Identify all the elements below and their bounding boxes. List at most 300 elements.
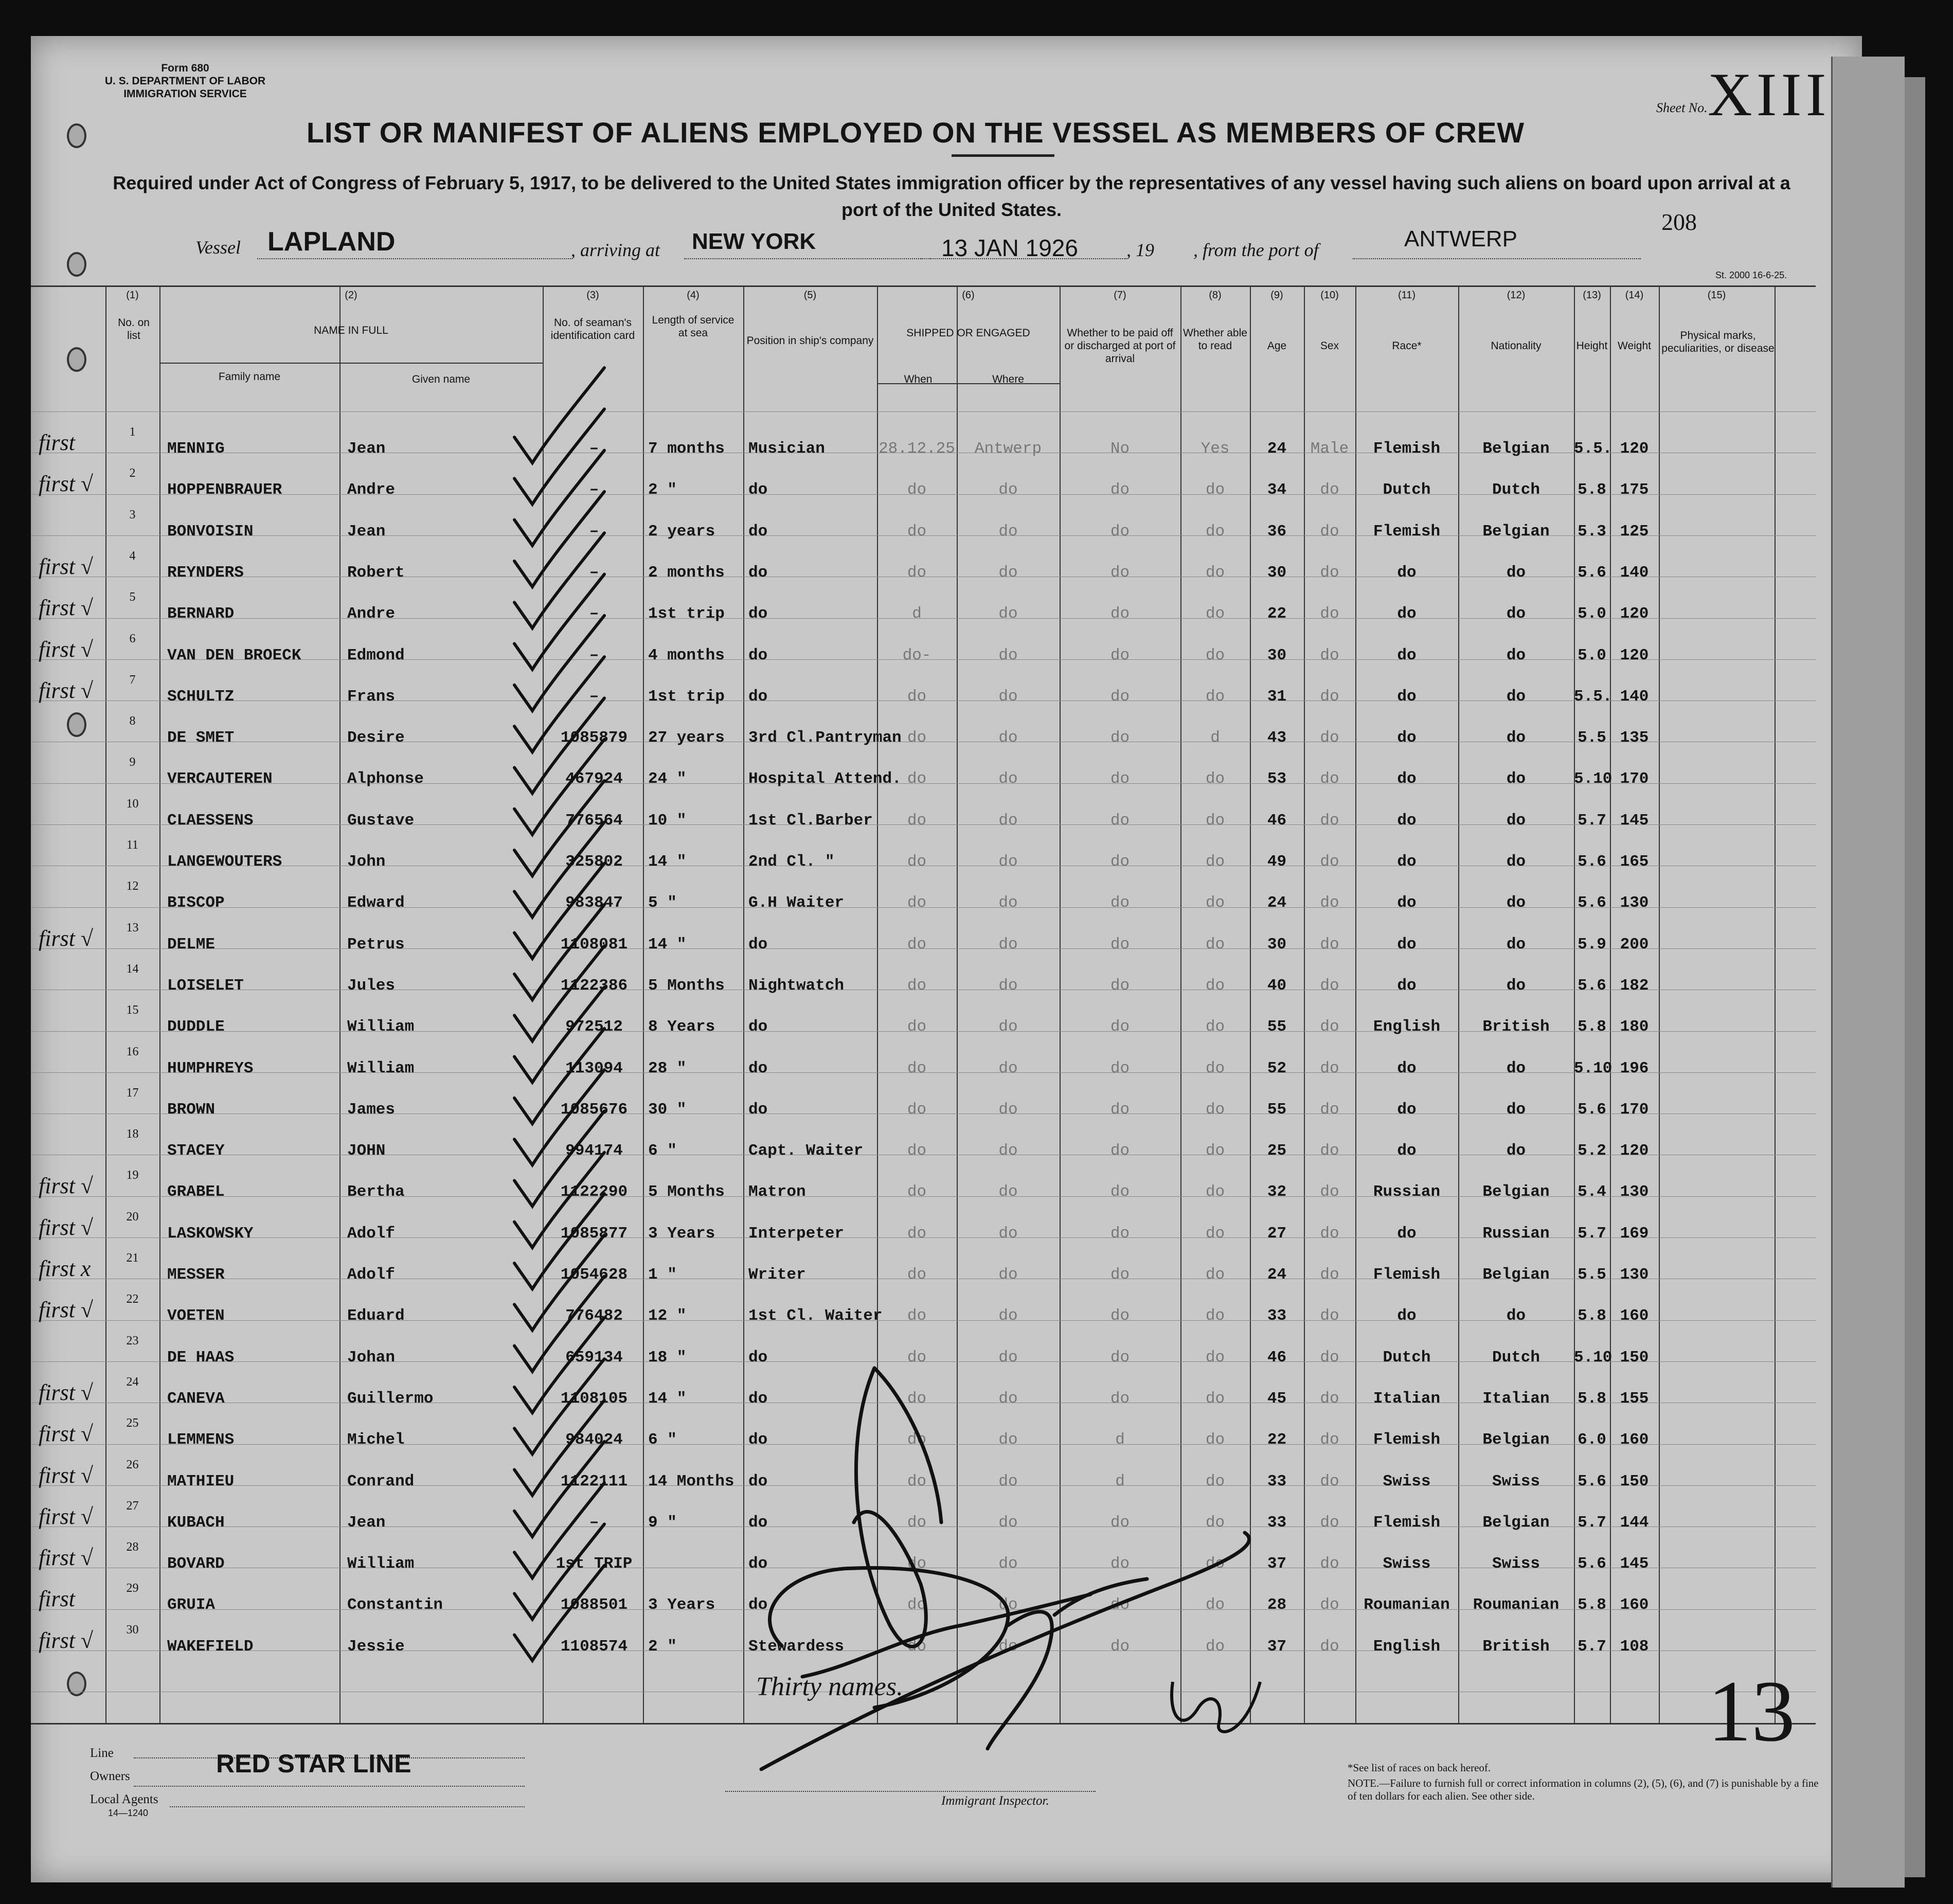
row-number: 23 <box>126 1334 139 1348</box>
paid-off: do <box>1110 812 1130 830</box>
able-to-read: do <box>1205 1266 1225 1284</box>
shipped-where: do <box>998 481 1018 499</box>
family-name: DELME <box>167 936 216 954</box>
shipped-when: do <box>907 770 927 788</box>
header-id-card: No. of seaman's identification card <box>550 317 635 342</box>
table-row <box>31 1045 1816 1090</box>
race: do <box>1397 564 1417 582</box>
form-header <box>87 62 283 100</box>
ship-position: do <box>748 1431 768 1449</box>
given-name: Edmond <box>347 646 405 664</box>
length-of-service: 24 " <box>648 770 687 788</box>
requirement-text: Required under Act of Congress of February 5, 1917, to be delivered to the United States immigration officer by the representatives of any vessel having such aliens on board upon arrival at a port of the United States. <box>113 172 1790 220</box>
shipped-where: do <box>998 1307 1018 1325</box>
paid-off: do <box>1110 770 1130 788</box>
header-shipped-engaged: SHIPPED OR ENGAGED <box>906 327 1030 339</box>
header-when: When <box>904 373 933 385</box>
height: 5.3 <box>1578 523 1606 541</box>
binder-hole <box>67 252 86 277</box>
sex: do <box>1320 481 1339 499</box>
shipped-where: do <box>998 1431 1018 1449</box>
weight: 169 <box>1620 1225 1649 1243</box>
column-number: (4) <box>687 290 700 301</box>
given-name: Eduard <box>347 1307 405 1325</box>
header-physical-marks: Physical marks, peculiarities, or disease <box>1661 330 1775 354</box>
able-to-read: do <box>1205 1349 1225 1367</box>
inspector-blank <box>725 1790 1096 1792</box>
able-to-read: do <box>1205 523 1225 541</box>
owners-label: Owners <box>90 1769 130 1783</box>
ship-position: 1st Cl.Barber <box>748 812 873 830</box>
sex: do <box>1320 853 1339 871</box>
weight: 160 <box>1620 1307 1649 1325</box>
weight: 196 <box>1620 1059 1649 1077</box>
age: 33 <box>1267 1514 1287 1532</box>
age: 27 <box>1267 1225 1287 1243</box>
row-number: 30 <box>126 1623 139 1637</box>
column-number: (1) <box>126 290 139 301</box>
able-to-read: do <box>1205 977 1225 995</box>
shipped-when: do <box>907 812 927 830</box>
margin-note: first √ <box>39 1504 94 1529</box>
length-of-service: 14 " <box>648 853 687 871</box>
nationality: Dutch <box>1492 1349 1540 1367</box>
total-names-note: Thirty names. <box>756 1672 903 1701</box>
age: 49 <box>1267 853 1287 871</box>
weight: 170 <box>1620 770 1649 788</box>
nationality: do <box>1506 936 1526 954</box>
shipped-where: do <box>998 1101 1018 1119</box>
year-label: , 19 <box>1126 240 1154 260</box>
sex: do <box>1320 523 1339 541</box>
ship-position: 3rd Cl.Pantryman <box>748 729 902 747</box>
age: 31 <box>1267 688 1287 706</box>
ship-position: do <box>748 523 768 541</box>
weight: 144 <box>1620 1514 1649 1532</box>
id-card-number: 776564 <box>565 812 623 830</box>
row-number: 17 <box>126 1086 139 1100</box>
length-of-service: 1 " <box>648 1266 677 1284</box>
nationality: do <box>1506 1307 1526 1325</box>
id-card-number: 1085877 <box>560 1225 628 1243</box>
from-port-blank <box>1353 257 1641 259</box>
row-number: 19 <box>126 1169 139 1182</box>
nationality: do <box>1506 564 1526 582</box>
shipped-when: do <box>907 894 927 912</box>
from-port-label: , from the port of <box>1193 240 1319 260</box>
able-to-read: do <box>1205 1307 1225 1325</box>
family-name: DE HAAS <box>167 1349 235 1367</box>
able-to-read: do <box>1205 1431 1225 1449</box>
paid-off: No <box>1110 440 1130 458</box>
height: 5.6 <box>1578 1101 1606 1119</box>
family-name: BOVARD <box>167 1555 225 1573</box>
service: IMMIGRATION SERVICE <box>123 88 247 100</box>
family-name: MATHIEU <box>167 1472 235 1490</box>
nationality: British <box>1482 1018 1550 1036</box>
paid-off: do <box>1110 1225 1130 1243</box>
race: Flemish <box>1373 1431 1441 1449</box>
nationality: do <box>1506 1101 1526 1119</box>
given-name: Adolf <box>347 1266 396 1284</box>
header-sex: Sex <box>1320 340 1339 352</box>
able-to-read: do <box>1205 688 1225 706</box>
age: 36 <box>1267 523 1287 541</box>
given-name: Robert <box>347 564 405 582</box>
given-name: Petrus <box>347 936 405 954</box>
header-no-on-list: No. on list <box>118 317 150 342</box>
row-number: 8 <box>129 714 136 728</box>
age: 25 <box>1267 1142 1287 1160</box>
family-name: CLAESSENS <box>167 812 254 830</box>
header-paid-off: Whether to be paid off or discharged at port of arrival <box>1064 327 1176 365</box>
given-name: Frans <box>347 688 396 706</box>
given-name: Michel <box>347 1431 405 1449</box>
ship-position: do <box>748 1349 768 1367</box>
header-where: Where <box>992 373 1024 385</box>
height: 5.10 <box>1574 1059 1612 1077</box>
sheet-number: XIII <box>1708 60 1831 129</box>
able-to-read: do <box>1205 1225 1225 1243</box>
shipped-where: do <box>998 646 1018 664</box>
sex: do <box>1320 936 1339 954</box>
age: 22 <box>1267 605 1287 623</box>
paid-off: do <box>1110 729 1130 747</box>
age: 40 <box>1267 977 1287 995</box>
height: 5.8 <box>1578 1307 1606 1325</box>
margin-note: first √ <box>39 1215 94 1240</box>
ship-position: Writer <box>748 1266 806 1284</box>
given-name: William <box>347 1018 415 1036</box>
ship-position: do <box>748 646 768 664</box>
id-card-number: 994174 <box>565 1142 623 1160</box>
height: 5.7 <box>1578 1514 1606 1532</box>
vessel-label: Vessel <box>195 237 241 258</box>
id-card-number: 983847 <box>565 894 623 912</box>
table-row <box>31 673 1816 719</box>
shipped-when: do <box>907 1349 927 1367</box>
ship-position: do <box>748 688 768 706</box>
race: Swiss <box>1383 1555 1431 1573</box>
paid-off: do <box>1110 1307 1130 1325</box>
table-row <box>31 466 1816 512</box>
sex: do <box>1320 688 1339 706</box>
given-name: William <box>347 1059 415 1077</box>
table-row <box>31 1210 1816 1255</box>
given-name: Jean <box>347 440 386 458</box>
given-name: Conrand <box>347 1472 415 1490</box>
print-reference: St. 2000 16-6-25. <box>1715 270 1787 280</box>
nationality: do <box>1506 688 1526 706</box>
column-number: (6) <box>962 290 975 301</box>
family-name: HUMPHREYS <box>167 1059 254 1077</box>
height: 5.7 <box>1578 1638 1606 1656</box>
shipped-when: do <box>907 1101 927 1119</box>
ship-position: do <box>748 1059 768 1077</box>
page-number: 208 <box>1661 209 1697 235</box>
length-of-service: 14 Months <box>648 1472 734 1490</box>
initials-mark <box>1162 1661 1276 1744</box>
able-to-read: do <box>1205 1555 1225 1573</box>
table-row <box>31 632 1816 677</box>
race: Flemish <box>1373 1266 1441 1284</box>
shipped-when: do <box>907 1555 927 1573</box>
length-of-service: 30 " <box>648 1101 687 1119</box>
weight: 120 <box>1620 1142 1649 1160</box>
table-row <box>31 797 1816 842</box>
weight: 182 <box>1620 977 1649 995</box>
sex: do <box>1320 1555 1339 1573</box>
family-name: GRUIA <box>167 1596 216 1614</box>
able-to-read: do <box>1205 605 1225 623</box>
row-number: 9 <box>129 756 136 769</box>
given-name: Jessie <box>347 1638 405 1656</box>
given-name: Constantin <box>347 1596 443 1614</box>
height: 5.8 <box>1578 481 1606 499</box>
arriving-port: NEW YORK <box>692 229 816 254</box>
nationality: Belgian <box>1482 1266 1550 1284</box>
ship-position: do <box>748 936 768 954</box>
nationality: do <box>1506 812 1526 830</box>
row-number: 25 <box>126 1416 139 1430</box>
id-card-number: 1085676 <box>560 1101 628 1119</box>
able-to-read: do <box>1205 936 1225 954</box>
nationality: Belgian <box>1482 1431 1550 1449</box>
race: English <box>1373 1638 1441 1656</box>
column-number: (14) <box>1625 290 1644 301</box>
id-card-number: 972512 <box>565 1018 623 1036</box>
race: English <box>1373 1018 1441 1036</box>
sex: do <box>1320 1514 1339 1532</box>
able-to-read: do <box>1205 1390 1225 1408</box>
paid-off: do <box>1110 523 1130 541</box>
table-row <box>31 962 1816 1008</box>
race: Italian <box>1373 1390 1441 1408</box>
date-blank <box>921 257 1126 259</box>
shipped-when: do <box>907 729 927 747</box>
family-name: BONVOISIN <box>167 523 254 541</box>
sex: do <box>1320 1142 1339 1160</box>
family-name: WAKEFIELD <box>167 1638 254 1656</box>
column-number: (3) <box>586 290 599 301</box>
id-card-number: – <box>589 646 599 664</box>
margin-note: first √ <box>39 1628 94 1653</box>
table-row <box>31 508 1816 553</box>
sex: do <box>1320 564 1339 582</box>
vessel-name: LAPLAND <box>267 227 396 257</box>
line-label: Line <box>90 1746 114 1760</box>
ship-position: do <box>748 605 768 623</box>
race: Flemish <box>1373 523 1441 541</box>
id-card-number: 325802 <box>565 853 623 871</box>
race: do <box>1397 812 1417 830</box>
length-of-service: 18 " <box>648 1349 687 1367</box>
able-to-read: do <box>1205 1018 1225 1036</box>
column-number: (15) <box>1707 290 1726 301</box>
age: 24 <box>1267 440 1287 458</box>
row-number: 28 <box>126 1540 139 1554</box>
shipped-when: do <box>907 688 927 706</box>
shipped-where: do <box>998 605 1018 623</box>
ship-position: do <box>748 1018 768 1036</box>
column-number: (10) <box>1320 290 1339 301</box>
shipped-where: Antwerp <box>974 440 1042 458</box>
sex: do <box>1320 977 1339 995</box>
sex: do <box>1320 1225 1339 1243</box>
shipped-where: do <box>998 688 1018 706</box>
ship-position: do <box>748 1390 768 1408</box>
able-to-read: do <box>1205 1183 1225 1201</box>
paid-off: do <box>1110 1183 1130 1201</box>
age: 24 <box>1267 1266 1287 1284</box>
given-name: JOHN <box>347 1142 386 1160</box>
family-name: VOETEN <box>167 1307 225 1325</box>
shipped-when: 28.12.25 <box>879 440 955 458</box>
family-name: DUDDLE <box>167 1018 225 1036</box>
sex: do <box>1320 1183 1339 1201</box>
shipped-when: do <box>907 1390 927 1408</box>
nationality: Swiss <box>1492 1555 1540 1573</box>
agents-blank <box>170 1805 525 1807</box>
length-of-service: 2 " <box>648 481 677 499</box>
length-of-service: 7 months <box>648 440 725 458</box>
owners-name: RED STAR LINE <box>216 1749 411 1778</box>
family-name: DE SMET <box>167 729 235 747</box>
race: do <box>1397 1142 1417 1160</box>
sex: do <box>1320 894 1339 912</box>
sex: do <box>1320 770 1339 788</box>
shipped-when: do <box>907 853 927 871</box>
height: 5.9 <box>1578 936 1606 954</box>
nationality: do <box>1506 646 1526 664</box>
shipped-where: do <box>998 1059 1018 1077</box>
column-number: (8) <box>1209 290 1222 301</box>
family-name: LEMMENS <box>167 1431 235 1449</box>
row-number: 29 <box>126 1582 139 1595</box>
column-number: (13) <box>1583 290 1601 301</box>
age: 30 <box>1267 646 1287 664</box>
id-card-number: 1122111 <box>560 1472 628 1490</box>
family-name: SCHULTZ <box>167 688 235 706</box>
length-of-service: 4 months <box>648 646 725 664</box>
age: 32 <box>1267 1183 1287 1201</box>
family-name: BROWN <box>167 1101 216 1119</box>
row-number: 18 <box>126 1127 139 1141</box>
age: 46 <box>1267 812 1287 830</box>
row-number: 26 <box>126 1458 139 1471</box>
margin-note: first √ <box>39 1173 94 1198</box>
id-card-number: 113094 <box>565 1059 623 1077</box>
row-number: 6 <box>129 632 136 645</box>
id-card-number: 1108105 <box>560 1390 628 1408</box>
age: 37 <box>1267 1638 1287 1656</box>
sex: do <box>1320 729 1339 747</box>
weight: 145 <box>1620 1555 1649 1573</box>
margin-note: first √ <box>39 678 94 703</box>
table-row <box>31 549 1816 595</box>
race: Roumanian <box>1364 1596 1450 1614</box>
paid-off: d <box>1115 1472 1125 1490</box>
local-agents-label: Local Agents <box>90 1792 158 1806</box>
id-card-number: 1108081 <box>560 936 628 954</box>
given-name: Guillermo <box>347 1390 434 1408</box>
shipped-where: do <box>998 1225 1018 1243</box>
height: 5.4 <box>1578 1183 1606 1201</box>
paid-off: do <box>1110 564 1130 582</box>
given-name: Andre <box>347 481 396 499</box>
owners-blank <box>134 1785 525 1787</box>
margin-note: first √ <box>39 554 94 579</box>
family-name: LANGEWOUTERS <box>167 853 282 871</box>
column-number: (7) <box>1114 290 1126 301</box>
shipped-where: do <box>998 523 1018 541</box>
age: 33 <box>1267 1307 1287 1325</box>
ship-position: do <box>748 564 768 582</box>
ship-position: do <box>748 1514 768 1532</box>
paid-off: do <box>1110 1390 1130 1408</box>
header-family-name: Family name <box>218 371 281 383</box>
age: 34 <box>1267 481 1287 499</box>
shipped-when: do <box>907 1431 927 1449</box>
header-name-in-full: NAME IN FULL <box>314 325 388 336</box>
weight: 155 <box>1620 1390 1649 1408</box>
age: 45 <box>1267 1390 1287 1408</box>
paid-off: do <box>1110 1514 1130 1532</box>
table-row <box>31 1086 1816 1131</box>
nationality: do <box>1506 770 1526 788</box>
id-card-number: 1108574 <box>560 1638 628 1656</box>
able-to-read: d <box>1210 729 1220 747</box>
height: 5.6 <box>1578 1472 1606 1490</box>
ship-position: Musician <box>748 440 825 458</box>
nationality: do <box>1506 894 1526 912</box>
ship-position: Stewardess <box>748 1638 845 1656</box>
margin-note: first √ <box>39 926 94 951</box>
sex: do <box>1320 1390 1339 1408</box>
able-to-read: do <box>1205 646 1225 664</box>
id-card-number: – <box>589 688 599 706</box>
length-of-service: 1st trip <box>648 688 725 706</box>
shipped-where: do <box>998 770 1018 788</box>
id-card-number: 467924 <box>565 770 623 788</box>
race: do <box>1397 688 1417 706</box>
height: 5.6 <box>1578 564 1606 582</box>
row-number: 13 <box>126 921 139 935</box>
length-of-service: 14 " <box>648 936 687 954</box>
paid-off: do <box>1110 646 1130 664</box>
shipped-when: do <box>907 1183 927 1201</box>
family-name: VERCAUTEREN <box>167 770 273 788</box>
family-name: BERNARD <box>167 605 235 623</box>
inspector-signature <box>720 1337 1286 1826</box>
height: 5.6 <box>1578 894 1606 912</box>
race: do <box>1397 729 1417 747</box>
given-name: Jean <box>347 1514 386 1532</box>
table-row <box>31 1169 1816 1214</box>
given-name: Gustave <box>347 812 415 830</box>
shipped-when: do <box>907 1266 927 1284</box>
shipped-where: do <box>998 1018 1018 1036</box>
shipped-where: do <box>998 1183 1018 1201</box>
header-age: Age <box>1267 340 1287 352</box>
margin-note: first √ <box>39 1380 94 1405</box>
given-name: Alphonse <box>347 770 424 788</box>
shipped-when: do <box>907 1142 927 1160</box>
id-card-number: – <box>589 523 599 541</box>
length-of-service: 5 Months <box>648 1183 725 1201</box>
shipped-when: do <box>907 1059 927 1077</box>
ship-position: do <box>748 1472 768 1490</box>
